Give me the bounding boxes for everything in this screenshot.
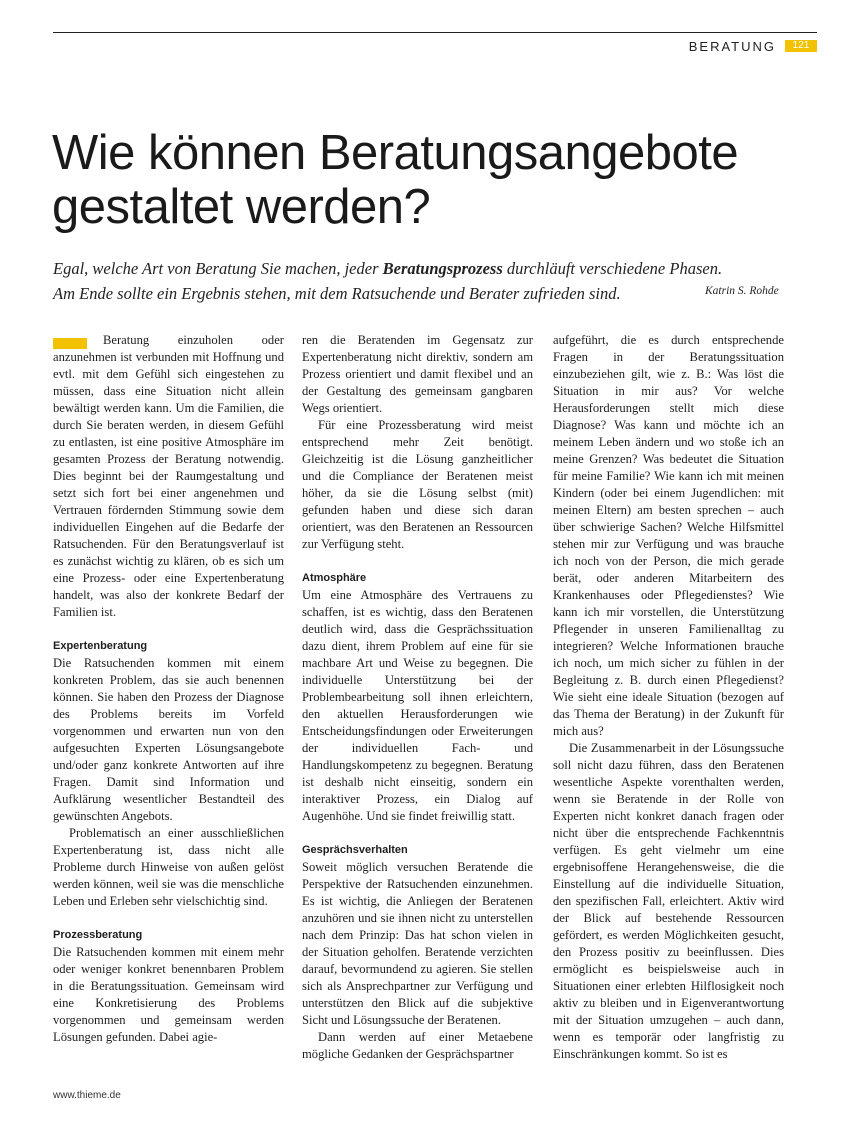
article-title: Wie können Beratungsangebote gestaltet werden? xyxy=(52,126,739,234)
paragraph-intro: Beratung einzuholen oder anzunehmen ist verbunden mit Hoffnung und evtl. mit dem Gefühl sich eingestehen zu müssen, dass eine Situation nicht allein bewältigt werden kann. Um die Familien, die durch Sie beraten werden, in diesem Gefühl zu entlasten, ist eine positive Atmosphäre im gesamten Prozess der Beratung notwendig. Dies beginnt bei der Raumgestaltung und setzt sich fort bei einer angenehmen und Vertrauen fördernden Stimmung sowie dem individuellen Eingehen auf die Bedarfe der Ratsuchenden. Für den Beratungsverlauf ist es zunächst wichtig zu klären, ob es sich um eine Prozess- oder eine Expertenberatung handelt, was also der konkrete Bedarf der Familien ist. xyxy=(53,333,284,619)
author-name: Katrin S. Rohde xyxy=(705,285,779,297)
lead-text-2: durchläuft verschiedene Phasen. xyxy=(502,259,723,278)
article-lead xyxy=(53,256,793,306)
heading-gespraechsverhalten: Gesprächsverhalten xyxy=(302,844,408,856)
text-column-3 xyxy=(553,332,784,1063)
footer-url: www.thieme.de xyxy=(53,1090,121,1101)
paragraph-questions: aufgeführt, die es durch entsprechende Fragen in der Beratungssituation einzubeziehen gilt, wie z. B.: Was löst die Situation in mir aus? Vor welche Herausforderungen stellt mich diese Diagnose? Was kann und möchte ich an meinem Leben ändern und wo stoße ich an meine Grenzen? Was bedeutet die Situation für meine Familie? Wie kann ich mit meinen Kindern (oder bei einem Jugendlichen: mit meinen Eltern) am besten sprechen – auch über schwierige Sachen? Welche Hilfsmittel stehen mir zur Verfügung und was brauche ich noch von der Person, die mich gerade berät, oder anderen Mitarbeitern des Krankenhauses oder Pflegedienstes? Wie kann ich mir vorstellen, die Unterstützung Pflegender in unseren Familienalltag zu integrieren? Welche Informationen brauche ich noch, um mich sicher zu fühlen in der Begleitung z. B. durch einen Pflegedienst? Wie sieht eine ideale Situation (bezogen auf das Thema der Beratung) in der Zukunft für mich aus? xyxy=(553,333,784,738)
heading-expertenberatung: Expertenberatung xyxy=(53,640,148,652)
lead-emphasis: Beratungsprozess xyxy=(382,259,503,278)
article-start-marker xyxy=(53,338,87,349)
lead-text-1: Egal, welche Art von Beratung Sie machen, jeder xyxy=(53,259,383,278)
page-number-badge: 121 xyxy=(785,40,817,52)
paragraph-gespraech-2: Dann werden auf einer Metaebene mögliche Gedanken der Gesprächspartner xyxy=(302,1030,533,1061)
lead-line-2: Am Ende sollte ein Ergebnis stehen, mit dem Ratsuchende und Berater zufrieden sind. xyxy=(53,284,621,303)
paragraph-expert-1: Die Ratsuchenden kommen mit einem konkreten Problem, das sie auch benennen können. Sie haben den Prozess der Diagnose des Problems bereits im Vorfeld vorgenommen und erwarten nun von den aufgesuchten Experten Lösungsangebote und/oder ganz konkrete Antworten auf ihre Fragen. Damit sind Information und Aufklärung wesentlicher Bestandteil des gewünschten Angebots. xyxy=(53,656,284,823)
paragraph-expert-2: Problematisch an einer ausschließlichen Expertenberatung ist, dass nicht alle Probleme durch Hinweise von außen gelöst werden können, weil sie was die menschliche Leben und Erleben sehr vielschichtig sind. xyxy=(53,826,284,908)
heading-prozessberatung: Prozessberatung xyxy=(53,929,143,941)
text-column-2 xyxy=(302,332,533,1063)
paragraph-prozess-3: Für eine Prozessberatung wird meist entsprechend mehr Zeit benötigt. Gleichzeitig ist die Lösung ganzheitlicher und die Compliance der Beratenen meist höher, da sie die Lösung selbst (mit) gefunden haben und diese sich daran orientiert, was den Beratenen an Ressourcen zur Verfügung steht. xyxy=(302,418,533,551)
section-label: BERATUNG xyxy=(688,39,776,54)
paragraph-prozess-2: ren die Beratenden im Gegensatz zur Expertenberatung nicht direktiv, sondern am Prozess orientiert und damit flexibel und an der Gestaltung des gemeinsam gangbaren Wegs orientiert. xyxy=(302,333,533,415)
header-rule xyxy=(53,32,817,33)
lead-line-1 xyxy=(53,256,793,281)
paragraph-zusammenarbeit: Die Zusammenarbeit in der Lösungssuche soll nicht dazu führen, dass den Beratenen wesentliche Aspekte vorenthalten werden, wenn sie Beratende in der Rolle von Experten nicht konkret danach fragen oder nicht über die entsprechende Fachkenntnis verfügen. Es geht vielmehr um eine ergebnisoffene Herangehensweise, die die Einstellung auf die individuelle Situation, den spezifischen Fall, erleichtert. Aktiv wird der Blick auf bestehende Ressourcen gefördert, es werden Möglichkeiten gesucht, den Prozess positiv zu beeinflussen. Dies ermöglicht es beispielsweise auch in Situationen einer erlebten Hilflosigkeit noch aktiv zu bleiben und in Eigenverantwortung mit der Situation umzugehen – auch dann, wenn es temporär oder langfristig zu Einschränkungen kommt. So ist es xyxy=(553,741,784,1061)
paragraph-atmosphaere: Um eine Atmosphäre des Vertrauens zu schaffen, ist es wichtig, dass den Beratenen deutlich wird, dass die Gesprächssituation dazu dient, ihrem Problem auf eine für sie machbare Art und Weise zu begegnen. Die individuelle Unterstützung bei der Problembearbeitung soll ihnen erleichtern, den aktuellen Herausforderungen wie Entscheidungsfindungen oder Erweiterungen der individuellen Fach- und Handlungskompetenz zu begegnen. Beratung ist deshalb nicht einseitig, sondern ein interaktiver Prozess, ein Dialog auf Augenhöhe. Und sie findet freiwillig statt. xyxy=(302,588,533,823)
paragraph-prozess-1: Die Ratsuchenden kommen mit einem mehr oder weniger konkret benennbaren Problem in die Beratungssituation. Gemeinsam wird eine Konkretisierung des Problems vorgenommen und gemeinsam werden Lösungen gefunden. Dabei agie- xyxy=(53,945,284,1044)
text-column-1 xyxy=(53,332,284,1046)
paragraph-gespraech-1: Soweit möglich versuchen Beratende die Perspektive der Ratsuchenden einzunehmen. Es ist wichtig, die Anliegen der Beratenen anzuhören und sie ihnen nicht zu unterstellen nach dem Prinzip: Das hat schon vielen in der Situation geholfen. Beratende verzichten darauf, bevormundend zu agieren. Sie stellen sich als Ansprechpartner zur Verfügung und unterstützen den Blick auf die subjektive Sicht und Lösungssuche der Beratenen. xyxy=(302,860,533,1027)
heading-atmosphaere: Atmosphäre xyxy=(302,572,367,584)
